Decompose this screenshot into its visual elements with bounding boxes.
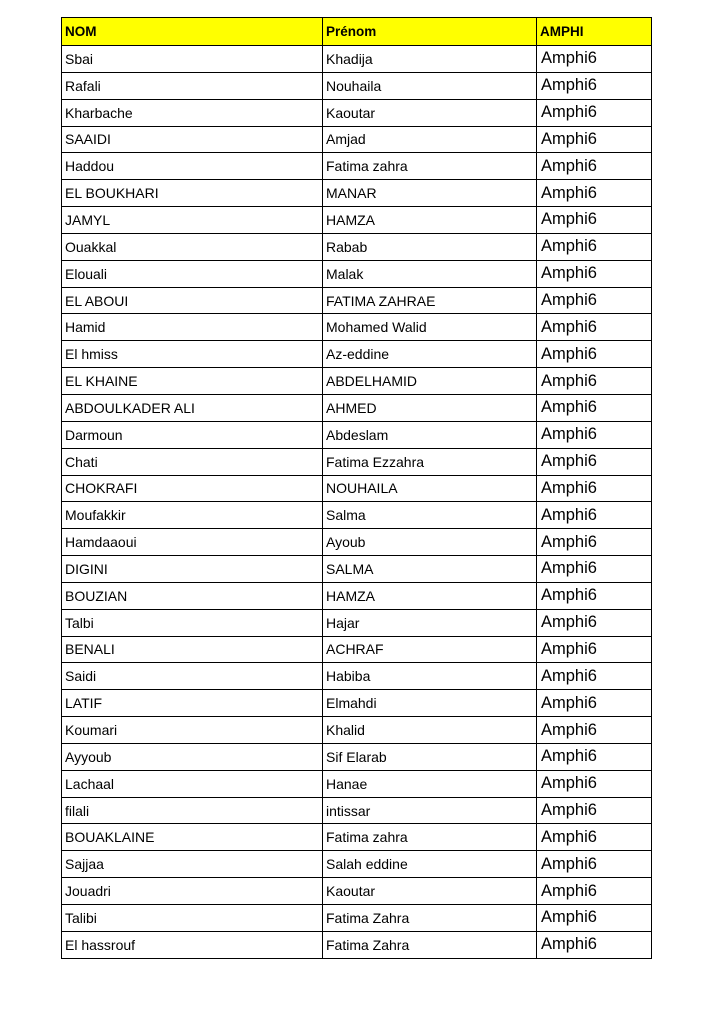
table-row: [62, 529, 652, 556]
table-row: [62, 126, 652, 153]
prenom-cell: Ayoub: [323, 529, 537, 556]
nom-cell: Hamdaaoui: [62, 529, 323, 556]
nom-cell: JAMYL: [62, 207, 323, 234]
amphi-cell: Amphi6: [537, 475, 652, 502]
amphi-cell: Amphi6: [537, 529, 652, 556]
table-row: [62, 770, 652, 797]
table-row: [62, 46, 652, 73]
table-row: [62, 636, 652, 663]
amphi-cell: Amphi6: [537, 233, 652, 260]
header-prenom: Prénom: [323, 18, 537, 46]
table-row: [62, 690, 652, 717]
amphi-cell: Amphi6: [537, 207, 652, 234]
nom-cell: EL KHAINE: [62, 368, 323, 395]
nom-cell: BOUAKLAINE: [62, 824, 323, 851]
prenom-cell: Salah eddine: [323, 851, 537, 878]
nom-cell: Kharbache: [62, 99, 323, 126]
table-row: [62, 609, 652, 636]
prenom-cell: Sif Elarab: [323, 743, 537, 770]
prenom-cell: Malak: [323, 260, 537, 287]
header-amphi: AMPHI: [537, 18, 652, 46]
table-row: [62, 878, 652, 905]
prenom-cell: Fatima Zahra: [323, 931, 537, 958]
prenom-cell: Hanae: [323, 770, 537, 797]
prenom-cell: Fatima Ezzahra: [323, 448, 537, 475]
nom-cell: Haddou: [62, 153, 323, 180]
table-row: [62, 851, 652, 878]
prenom-cell: MANAR: [323, 180, 537, 207]
table-row: [62, 797, 652, 824]
amphi-cell: Amphi6: [537, 448, 652, 475]
amphi-cell: Amphi6: [537, 368, 652, 395]
table-row: [62, 421, 652, 448]
amphi-cell: Amphi6: [537, 663, 652, 690]
prenom-cell: Salma: [323, 502, 537, 529]
nom-cell: BENALI: [62, 636, 323, 663]
table-row: [62, 314, 652, 341]
prenom-cell: Fatima zahra: [323, 153, 537, 180]
table-row: [62, 475, 652, 502]
amphi-cell: Amphi6: [537, 394, 652, 421]
amphi-cell: Amphi6: [537, 314, 652, 341]
prenom-cell: Rabab: [323, 233, 537, 260]
prenom-cell: AHMED: [323, 394, 537, 421]
amphi-cell: Amphi6: [537, 636, 652, 663]
table-row: [62, 448, 652, 475]
amphi-cell: Amphi6: [537, 931, 652, 958]
nom-cell: Sbai: [62, 46, 323, 73]
table-row: [62, 663, 652, 690]
prenom-cell: Khalid: [323, 717, 537, 744]
table-row: [62, 368, 652, 395]
table-row: [62, 556, 652, 583]
prenom-cell: SALMA: [323, 556, 537, 583]
nom-cell: Elouali: [62, 260, 323, 287]
nom-cell: Saidi: [62, 663, 323, 690]
prenom-cell: HAMZA: [323, 582, 537, 609]
amphi-cell: Amphi6: [537, 556, 652, 583]
table-row: [62, 394, 652, 421]
table-row: [62, 260, 652, 287]
nom-cell: filali: [62, 797, 323, 824]
amphi-cell: Amphi6: [537, 717, 652, 744]
student-roster-table: [61, 17, 652, 959]
amphi-cell: Amphi6: [537, 851, 652, 878]
table-row: [62, 207, 652, 234]
amphi-cell: Amphi6: [537, 153, 652, 180]
table-row: [62, 582, 652, 609]
table-row: [62, 905, 652, 932]
table-row: [62, 824, 652, 851]
amphi-cell: Amphi6: [537, 690, 652, 717]
table-row: [62, 180, 652, 207]
amphi-cell: Amphi6: [537, 260, 652, 287]
amphi-cell: Amphi6: [537, 341, 652, 368]
prenom-cell: Elmahdi: [323, 690, 537, 717]
nom-cell: Ayyoub: [62, 743, 323, 770]
amphi-cell: Amphi6: [537, 99, 652, 126]
table-row: [62, 341, 652, 368]
table-header-row: [62, 18, 652, 46]
table-row: [62, 931, 652, 958]
table-row: [62, 743, 652, 770]
amphi-cell: Amphi6: [537, 743, 652, 770]
amphi-cell: Amphi6: [537, 905, 652, 932]
nom-cell: Moufakkir: [62, 502, 323, 529]
amphi-cell: Amphi6: [537, 582, 652, 609]
nom-cell: Koumari: [62, 717, 323, 744]
header-nom: NOM: [62, 18, 323, 46]
prenom-cell: Khadija: [323, 46, 537, 73]
nom-cell: El hassrouf: [62, 931, 323, 958]
prenom-cell: ACHRAF: [323, 636, 537, 663]
nom-cell: Jouadri: [62, 878, 323, 905]
nom-cell: Talbi: [62, 609, 323, 636]
nom-cell: El hmiss: [62, 341, 323, 368]
table-row: [62, 153, 652, 180]
nom-cell: Chati: [62, 448, 323, 475]
nom-cell: Sajjaa: [62, 851, 323, 878]
nom-cell: Lachaal: [62, 770, 323, 797]
amphi-cell: Amphi6: [537, 180, 652, 207]
nom-cell: LATIF: [62, 690, 323, 717]
amphi-cell: Amphi6: [537, 421, 652, 448]
nom-cell: ABDOULKADER ALI: [62, 394, 323, 421]
prenom-cell: Az-eddine: [323, 341, 537, 368]
table-row: [62, 72, 652, 99]
amphi-cell: Amphi6: [537, 878, 652, 905]
prenom-cell: Habiba: [323, 663, 537, 690]
prenom-cell: HAMZA: [323, 207, 537, 234]
prenom-cell: Hajar: [323, 609, 537, 636]
prenom-cell: Kaoutar: [323, 878, 537, 905]
nom-cell: BOUZIAN: [62, 582, 323, 609]
nom-cell: DIGINI: [62, 556, 323, 583]
table-row: [62, 99, 652, 126]
nom-cell: EL ABOUI: [62, 287, 323, 314]
amphi-cell: Amphi6: [537, 287, 652, 314]
table-row: [62, 287, 652, 314]
nom-cell: Rafali: [62, 72, 323, 99]
nom-cell: Hamid: [62, 314, 323, 341]
prenom-cell: Mohamed Walid: [323, 314, 537, 341]
nom-cell: Ouakkal: [62, 233, 323, 260]
table-row: [62, 233, 652, 260]
nom-cell: EL BOUKHARI: [62, 180, 323, 207]
amphi-cell: Amphi6: [537, 46, 652, 73]
amphi-cell: Amphi6: [537, 72, 652, 99]
prenom-cell: Abdeslam: [323, 421, 537, 448]
amphi-cell: Amphi6: [537, 824, 652, 851]
prenom-cell: Fatima zahra: [323, 824, 537, 851]
table-row: [62, 502, 652, 529]
amphi-cell: Amphi6: [537, 797, 652, 824]
prenom-cell: NOUHAILA: [323, 475, 537, 502]
prenom-cell: Kaoutar: [323, 99, 537, 126]
nom-cell: Darmoun: [62, 421, 323, 448]
amphi-cell: Amphi6: [537, 609, 652, 636]
nom-cell: Talibi: [62, 905, 323, 932]
prenom-cell: Fatima Zahra: [323, 905, 537, 932]
prenom-cell: intissar: [323, 797, 537, 824]
prenom-cell: ABDELHAMID: [323, 368, 537, 395]
amphi-cell: Amphi6: [537, 126, 652, 153]
prenom-cell: Amjad: [323, 126, 537, 153]
amphi-cell: Amphi6: [537, 502, 652, 529]
nom-cell: SAAIDI: [62, 126, 323, 153]
prenom-cell: FATIMA ZAHRAE: [323, 287, 537, 314]
nom-cell: CHOKRAFI: [62, 475, 323, 502]
amphi-cell: Amphi6: [537, 770, 652, 797]
table-body: [62, 46, 652, 959]
table-row: [62, 717, 652, 744]
prenom-cell: Nouhaila: [323, 72, 537, 99]
